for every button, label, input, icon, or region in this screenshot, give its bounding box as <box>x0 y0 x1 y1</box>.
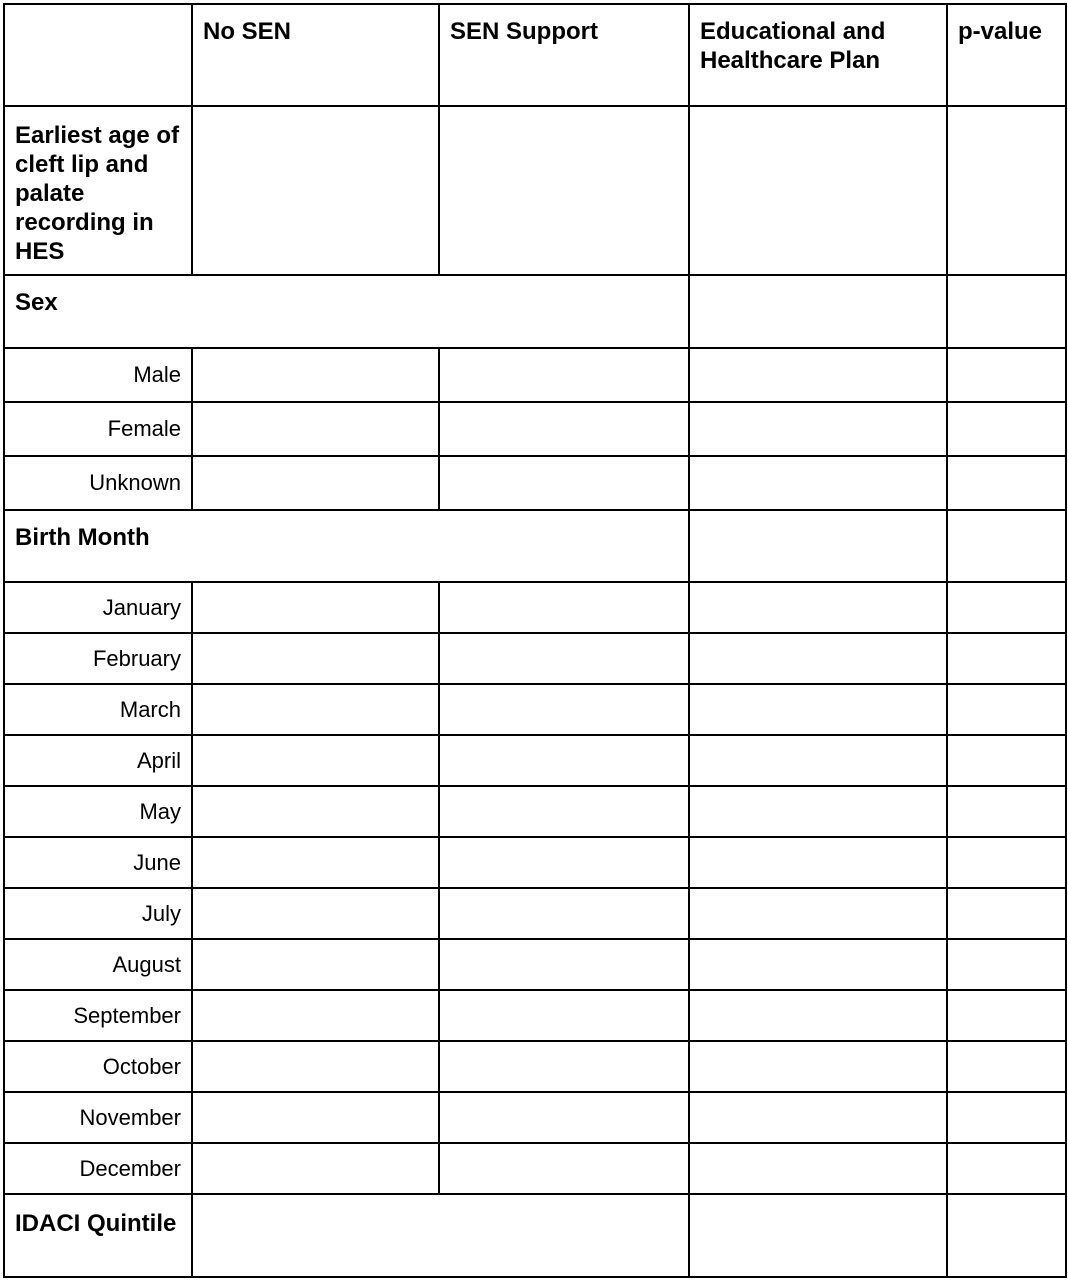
table-cell <box>192 402 439 456</box>
month-row-label: July <box>4 888 192 939</box>
sex-row-label: Female <box>4 402 192 456</box>
table-cell <box>439 1041 689 1092</box>
table-cell <box>947 456 1066 510</box>
table-cell <box>439 684 689 735</box>
table-cell <box>947 402 1066 456</box>
table-row <box>4 990 1066 1041</box>
table-cell <box>192 990 439 1041</box>
table-cell <box>689 939 947 990</box>
idaci-label: IDACI Quintile <box>4 1194 192 1277</box>
table-cell <box>192 735 439 786</box>
month-row-label: May <box>4 786 192 837</box>
table-cell <box>947 1194 1066 1277</box>
table-cell <box>439 939 689 990</box>
table-cell <box>689 510 947 582</box>
table-cell <box>439 402 689 456</box>
table-row <box>4 888 1066 939</box>
earliest-age-row <box>4 106 1066 275</box>
table-cell <box>192 1143 439 1194</box>
table-cell <box>689 1143 947 1194</box>
table-cell <box>192 106 439 275</box>
month-row-label: December <box>4 1143 192 1194</box>
data-table <box>3 3 1067 1278</box>
table-row <box>4 456 1066 510</box>
sex-label: Sex <box>4 275 689 348</box>
table-row <box>4 348 1066 402</box>
table-cell <box>192 1194 689 1277</box>
table-cell <box>947 1092 1066 1143</box>
table-cell <box>192 888 439 939</box>
table-cell <box>439 786 689 837</box>
table-row <box>4 684 1066 735</box>
table-cell <box>947 837 1066 888</box>
table-cell <box>947 1143 1066 1194</box>
table-cell <box>689 582 947 633</box>
table-cell <box>689 106 947 275</box>
table-cell <box>439 633 689 684</box>
month-row-label: January <box>4 582 192 633</box>
month-row-label: November <box>4 1092 192 1143</box>
header-row <box>4 4 1066 106</box>
table-cell <box>439 582 689 633</box>
table-cell <box>689 1092 947 1143</box>
table-cell <box>947 1041 1066 1092</box>
table-cell <box>947 939 1066 990</box>
table-cell <box>947 735 1066 786</box>
header-ehcp: Educational and Healthcare Plan <box>689 4 947 106</box>
table-cell <box>192 633 439 684</box>
month-row-label: October <box>4 1041 192 1092</box>
table-cell <box>947 582 1066 633</box>
table-cell <box>439 456 689 510</box>
sex-section-row <box>4 275 1066 348</box>
table-row <box>4 786 1066 837</box>
table-cell <box>192 786 439 837</box>
table-cell <box>192 837 439 888</box>
table-cell <box>439 348 689 402</box>
table-cell <box>439 990 689 1041</box>
header-no-sen: No SEN <box>192 4 439 106</box>
table-cell <box>947 684 1066 735</box>
table-row <box>4 735 1066 786</box>
table-cell <box>439 837 689 888</box>
table-cell <box>192 348 439 402</box>
table-cell <box>689 735 947 786</box>
table-row <box>4 1092 1066 1143</box>
table-cell <box>439 1143 689 1194</box>
month-row-label: February <box>4 633 192 684</box>
month-row-label: August <box>4 939 192 990</box>
table-cell <box>947 888 1066 939</box>
table-row <box>4 633 1066 684</box>
table-cell <box>947 106 1066 275</box>
idaci-section-row <box>4 1194 1066 1277</box>
month-row-label: September <box>4 990 192 1041</box>
table-cell <box>192 1092 439 1143</box>
table-cell <box>689 633 947 684</box>
month-row-label: April <box>4 735 192 786</box>
header-cell-empty <box>4 4 192 106</box>
table-cell <box>689 402 947 456</box>
table-cell <box>947 786 1066 837</box>
table-cell <box>689 684 947 735</box>
table-cell <box>947 990 1066 1041</box>
table-row <box>4 939 1066 990</box>
table-cell <box>689 275 947 348</box>
table-cell <box>192 456 439 510</box>
table-cell <box>439 1092 689 1143</box>
sex-row-label: Unknown <box>4 456 192 510</box>
birth-month-label: Birth Month <box>4 510 689 582</box>
table-cell <box>439 106 689 275</box>
table-cell <box>947 633 1066 684</box>
table-cell <box>689 837 947 888</box>
month-row-label: June <box>4 837 192 888</box>
table-cell <box>192 1041 439 1092</box>
table-cell <box>689 1194 947 1277</box>
table-row <box>4 1143 1066 1194</box>
header-sen-support: SEN Support <box>439 4 689 106</box>
table-cell <box>689 348 947 402</box>
table-cell <box>689 888 947 939</box>
table-cell <box>689 786 947 837</box>
table-cell <box>439 735 689 786</box>
table-row <box>4 402 1066 456</box>
table-row <box>4 1041 1066 1092</box>
table-row <box>4 582 1066 633</box>
sex-row-label: Male <box>4 348 192 402</box>
table-cell <box>947 275 1066 348</box>
earliest-age-label: Earliest age of cleft lip and palate recording in HES <box>4 106 192 275</box>
table-cell <box>192 684 439 735</box>
birth-month-section-row <box>4 510 1066 582</box>
table-row <box>4 837 1066 888</box>
month-row-label: March <box>4 684 192 735</box>
table-cell <box>439 888 689 939</box>
table-cell <box>192 939 439 990</box>
table-cell <box>947 348 1066 402</box>
table-cell <box>192 582 439 633</box>
table-cell <box>689 1041 947 1092</box>
table-cell <box>689 456 947 510</box>
table-cell <box>947 510 1066 582</box>
table-cell <box>689 990 947 1041</box>
header-p-value: p-value <box>947 4 1066 106</box>
